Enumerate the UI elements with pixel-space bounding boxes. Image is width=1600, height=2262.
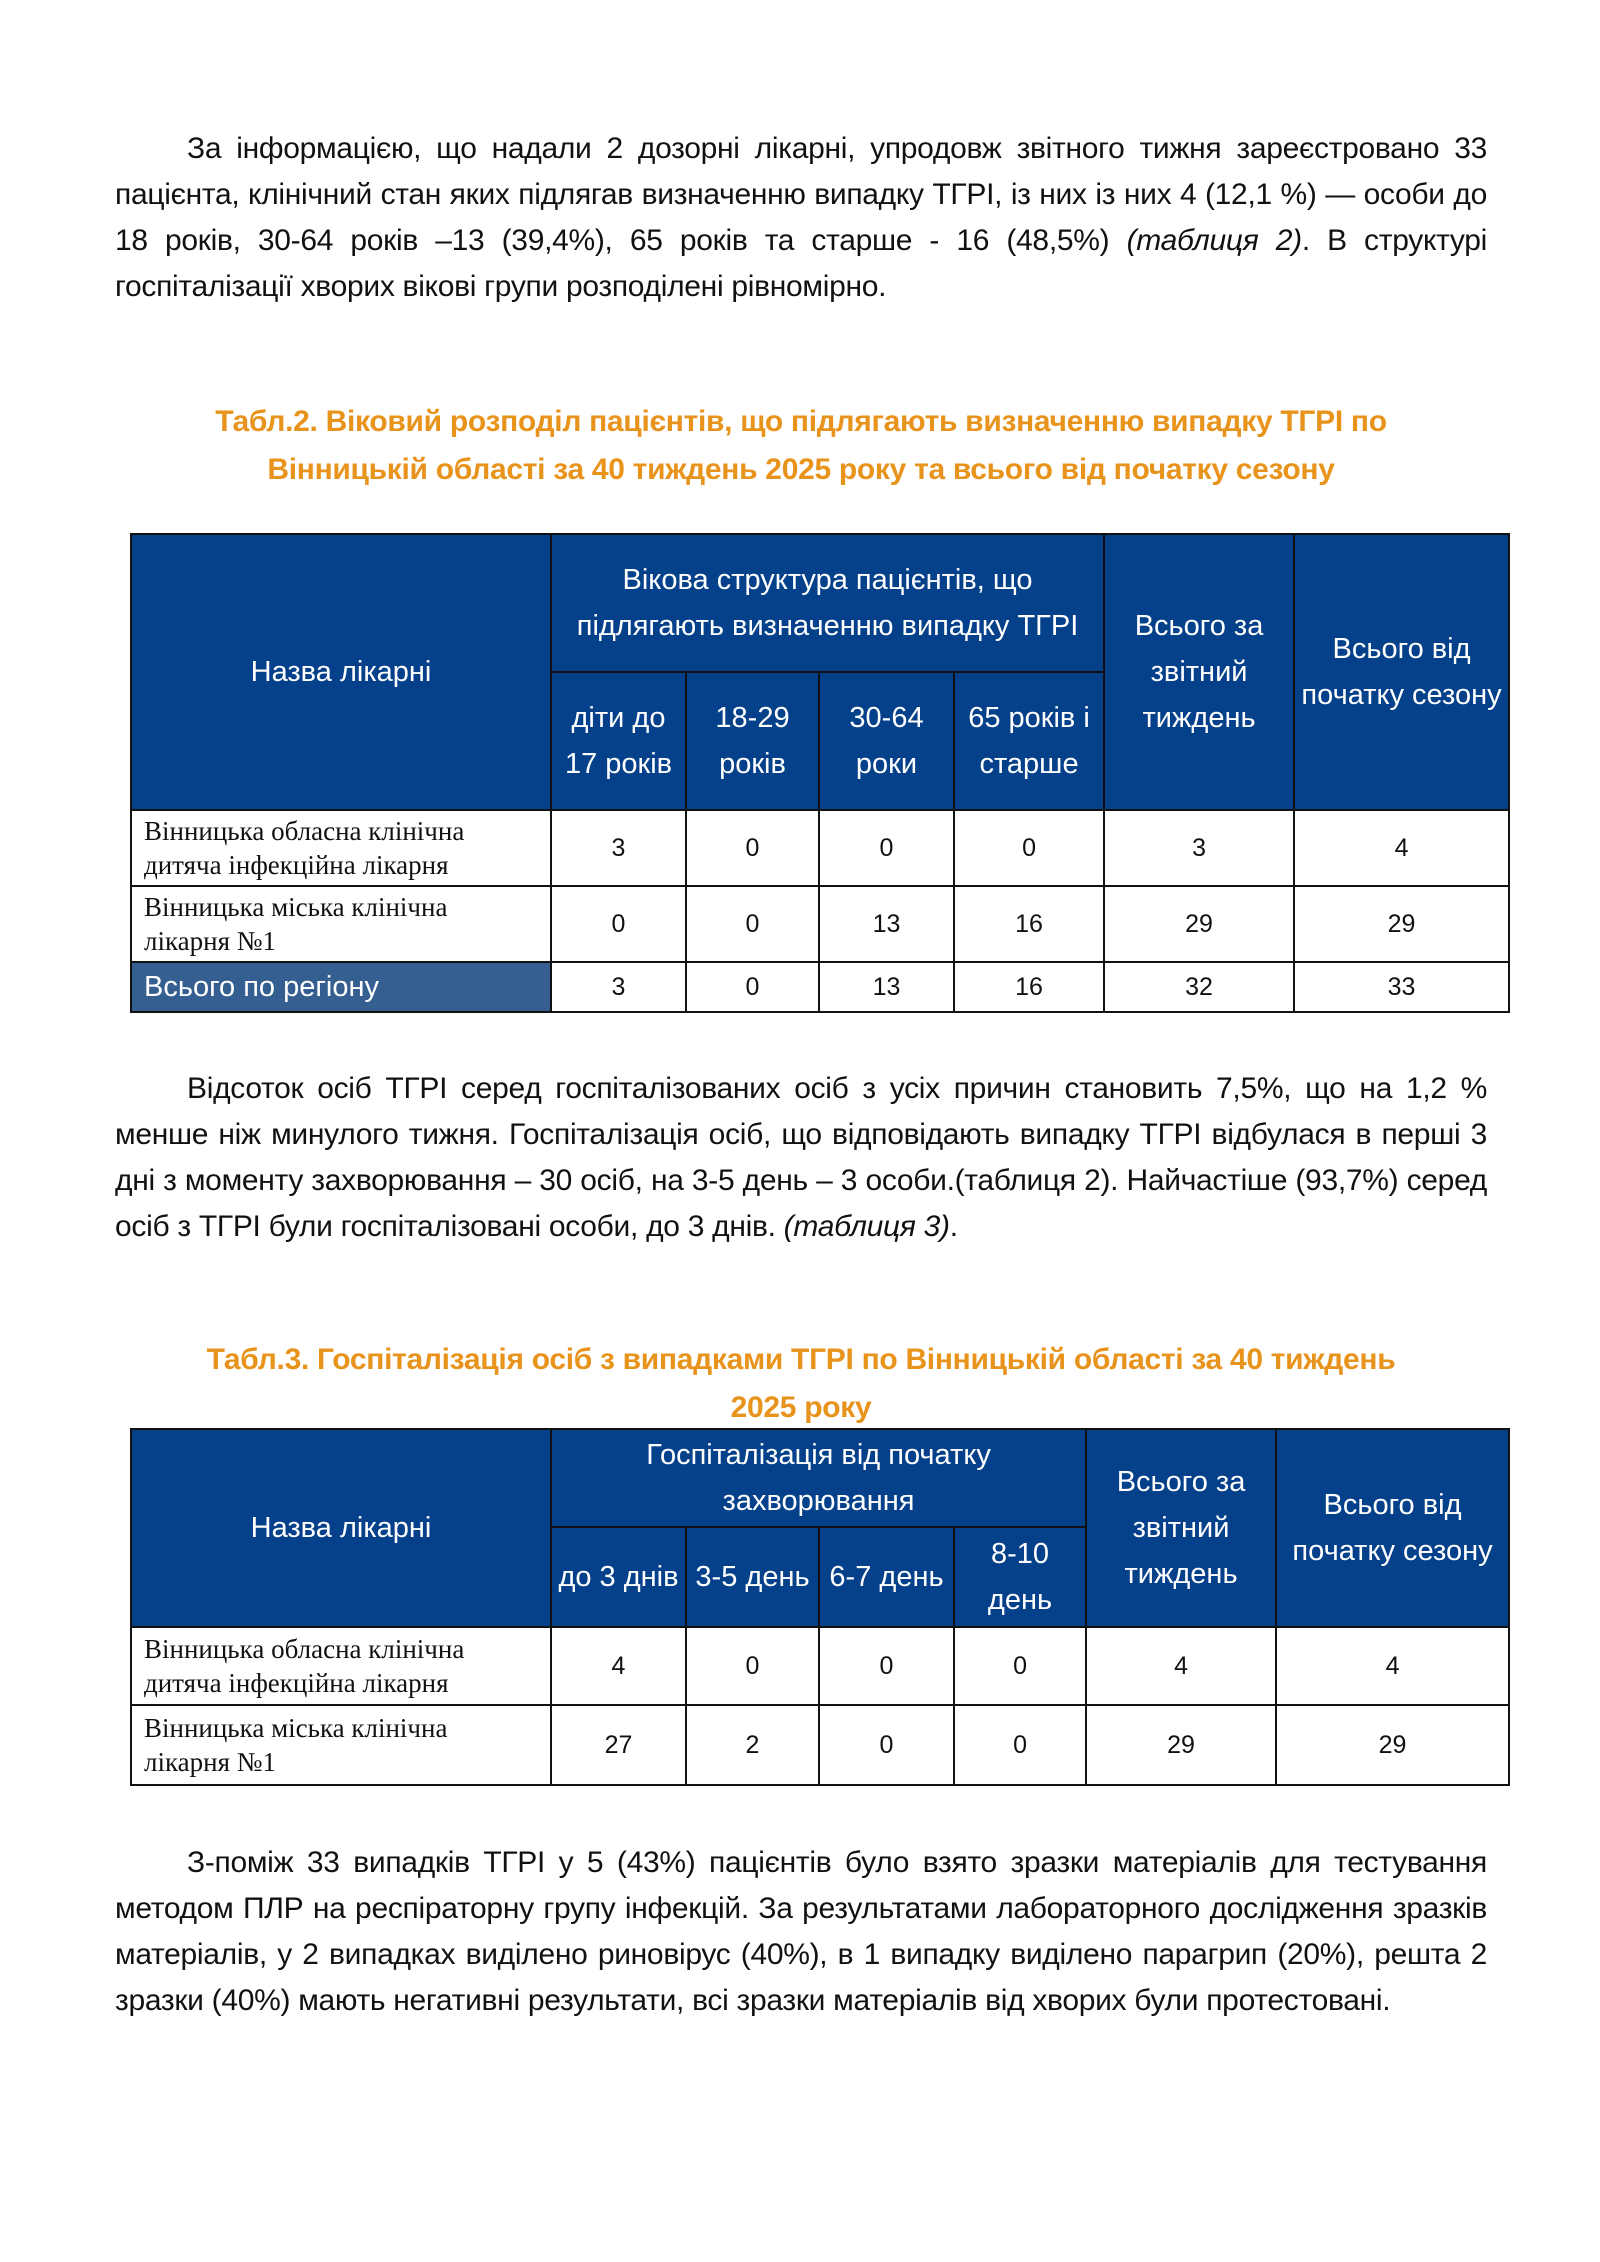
table-row — [131, 1705, 1509, 1785]
header-week-total: Всього за звітний тиждень — [1086, 1429, 1276, 1627]
caption-line: Вінницькій області за 40 тиждень 2025 року та всього від початку сезону — [267, 453, 1335, 486]
header-age-children: діти до 17 років — [551, 672, 686, 810]
paragraph-text: . В структурі госпіталізації хворих вікові групи розподілені рівномірно. — [115, 224, 1487, 303]
cell-value: 0 — [954, 1705, 1086, 1785]
cell-value: 16 — [954, 962, 1104, 1012]
hospital-name: Вінницька обласна клінічна дитяча інфекційна лікарня — [131, 1627, 551, 1705]
header-3-5-day: 3-5 день — [686, 1527, 819, 1627]
hospital-name: Вінницька міська клінічна лікарня №1 — [131, 886, 551, 962]
cell-value: 4 — [1086, 1627, 1276, 1705]
header-age-structure: Вікова структура пацієнтів, що підлягають визначенню випадку ТГРІ — [551, 534, 1104, 672]
paragraph-text: За інформацією, що надали 2 дозорні лікарні, упродовж звітного тижня зареєстровано 33 пацієнта, клінічний стан яких підлягав визначенню випадку ТГРІ, із них із них 4 (12,1 %) — особи до 18 років, 30-64 років –13 (39,4%), 65 років та старше - 16 (48,5%) — [115, 132, 1487, 257]
table-reference: (таблиця 3) — [783, 1210, 950, 1243]
caption-line: 2025 року — [730, 1391, 872, 1424]
header-season-total: Всього від початку сезону — [1276, 1429, 1509, 1627]
table-row — [131, 886, 1509, 962]
paragraph-text: Відсоток осіб ТГРІ серед госпіталізованих осіб з усіх причин становить 7,5%, що на 1,2 % менше ніж минулого тижня. Госпіталізація осіб, що відповідають випадку ТГРІ відбулася в перші 3 дні з моменту захворювання – 30 осіб, на 3-5 день – 3 особи.(таблиця 2). Найчастіше (93,7%) серед осіб з ТГРІ були госпіталізовані особи, до 3 днів. — [115, 1072, 1487, 1243]
paragraph-age-summary — [115, 126, 1487, 310]
cell-value: 4 — [1276, 1627, 1509, 1705]
cell-value: 0 — [686, 886, 819, 962]
paragraph-hospitalization-summary — [115, 1066, 1487, 1250]
hospital-name: Вінницька обласна клінічна дитяча інфекційна лікарня — [131, 810, 551, 886]
header-age-18-29: 18-29 років — [686, 672, 819, 810]
header-week-total: Всього за звітний тиждень — [1104, 534, 1294, 810]
cell-value: 0 — [954, 1627, 1086, 1705]
header-season-total: Всього від початку сезону — [1294, 534, 1509, 810]
cell-value: 4 — [551, 1627, 686, 1705]
cell-value: 0 — [819, 810, 954, 886]
header-hospital-name: Назва лікарні — [131, 534, 551, 810]
header-6-7-day: 6-7 день — [819, 1527, 954, 1627]
caption-line: Табл.3. Госпіталізація осіб з випадками ТГРІ по Вінницькій області за 40 тиждень — [206, 1343, 1396, 1376]
cell-value: 0 — [551, 886, 686, 962]
paragraph-text: . — [949, 1210, 958, 1243]
cell-value: 3 — [551, 962, 686, 1012]
cell-value: 29 — [1086, 1705, 1276, 1785]
hospital-name: Вінницька міська клінічна лікарня №1 — [131, 1705, 551, 1785]
paragraph-lab-results — [115, 1840, 1487, 2024]
table2-caption — [115, 398, 1487, 494]
cell-value: 16 — [954, 886, 1104, 962]
cell-value: 33 — [1294, 962, 1509, 1012]
cell-value: 0 — [819, 1627, 954, 1705]
caption-line: Табл.2. Віковий розподіл пацієнтів, що підлягають визначенню випадку ТГРІ по — [215, 405, 1387, 438]
header-8-10-day: 8-10 день — [954, 1527, 1086, 1627]
table-row — [131, 810, 1509, 886]
cell-value: 29 — [1276, 1705, 1509, 1785]
cell-value: 32 — [1104, 962, 1294, 1012]
cell-value: 0 — [686, 962, 819, 1012]
cell-value: 3 — [551, 810, 686, 886]
header-age-30-64: 30-64 роки — [819, 672, 954, 810]
cell-value: 0 — [686, 810, 819, 886]
table-reference: (таблиця 2) — [1126, 224, 1302, 257]
cell-value: 0 — [954, 810, 1104, 886]
cell-value: 13 — [819, 962, 954, 1012]
cell-value: 27 — [551, 1705, 686, 1785]
cell-value: 3 — [1104, 810, 1294, 886]
table3-caption — [115, 1336, 1487, 1432]
cell-value: 29 — [1294, 886, 1509, 962]
cell-value: 0 — [686, 1627, 819, 1705]
header-up-to-3-days: до 3 днів — [551, 1527, 686, 1627]
header-hospitalization-onset: Госпіталізація від початку захворювання — [551, 1429, 1086, 1527]
table-age-distribution — [130, 533, 1510, 1013]
cell-value: 0 — [819, 1705, 954, 1785]
cell-value: 13 — [819, 886, 954, 962]
paragraph-text: З-поміж 33 випадків ТГРІ у 5 (43%) пацієнтів було взято зразки матеріалів для тестування методом ПЛР на респіраторну групу інфекцій. За результатами лабораторного дослідження зразків матеріалів, у 2 випадках виділено риновірус (40%), в 1 випадку виділено парагрип (20%), решта 2 зразки (40%) мають негативні результати, всі зразки матеріалів від хворих були протестовані. — [115, 1846, 1487, 2017]
cell-value: 2 — [686, 1705, 819, 1785]
total-row — [131, 962, 1509, 1012]
header-age-65-plus: 65 років і старше — [954, 672, 1104, 810]
cell-value: 29 — [1104, 886, 1294, 962]
cell-value: 4 — [1294, 810, 1509, 886]
table-hospitalization-timing — [130, 1428, 1510, 1786]
table-row — [131, 1627, 1509, 1705]
total-label: Всього по регіону — [131, 962, 551, 1012]
header-hospital-name: Назва лікарні — [131, 1429, 551, 1627]
